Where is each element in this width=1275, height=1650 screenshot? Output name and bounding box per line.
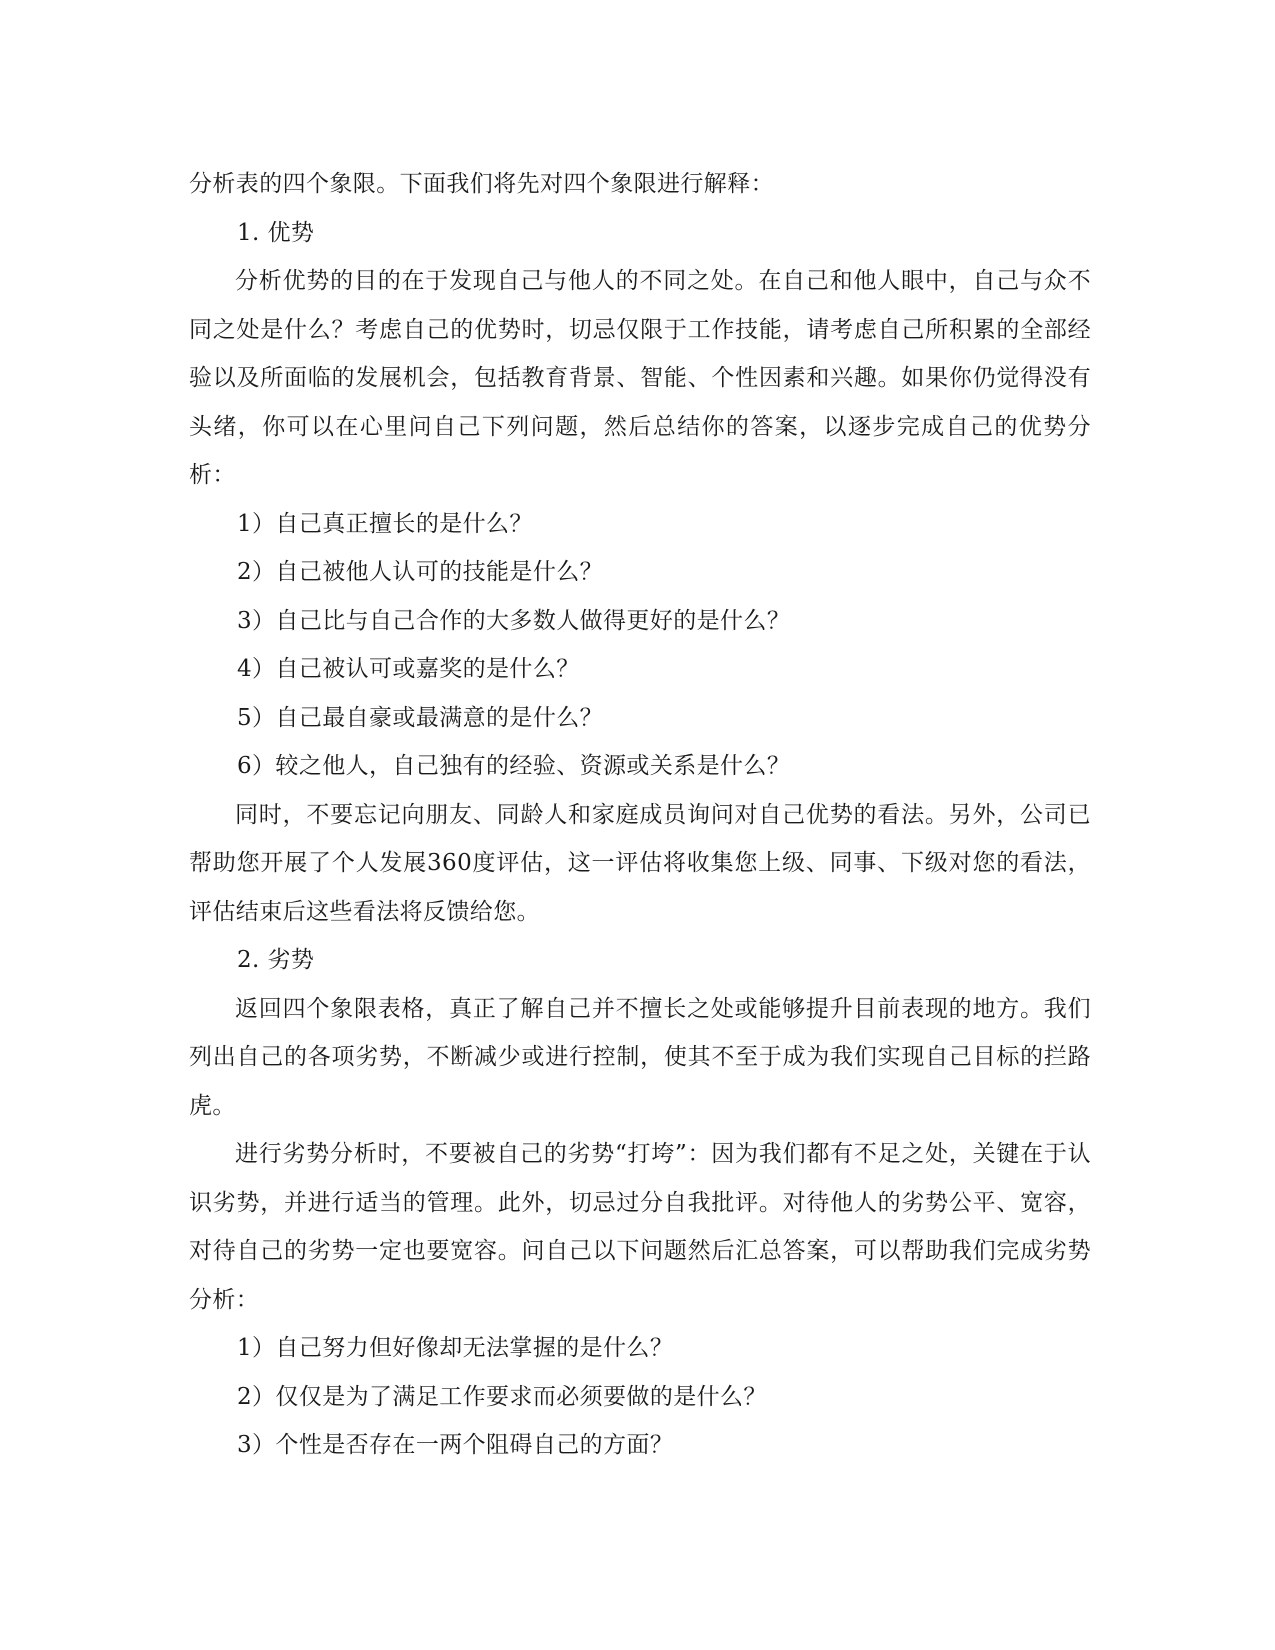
strength-question-6: 6）较之他人，自己独有的经验、资源或关系是什么？ bbox=[237, 753, 791, 779]
intro-line: 分析表的四个象限。下面我们将先对四个象限进行解释： bbox=[189, 171, 774, 197]
paragraph-360-feedback: 同时，不要忘记向朋友、同龄人和家庭成员询问对自己优势的看法。另外，公司已帮助您开展了个人发展360度评估，这一评估将收集您上级、同事、下级对您的看法，评估结束后这些看法将反馈给您。 bbox=[189, 801, 1091, 925]
weakness-question-1: 1）自己努力但好像却无法掌握的是什么？ bbox=[237, 1335, 674, 1361]
strength-question-4: 4）自己被认可或嘉奖的是什么？ bbox=[237, 656, 580, 682]
weakness-question-2: 2）仅仅是为了满足工作要求而必须要做的是什么？ bbox=[237, 1383, 767, 1410]
weakness-question-3: 3）个性是否存在一两个阻碍自己的方面？ bbox=[237, 1432, 674, 1458]
paragraph-strengths-intro: 分析优势的目的在于发现自己与他人的不同之处。在自己和他人眼中，自己与众不同之处是什么？考虑自己的优势时，切忌仅限于工作技能，请考虑自己所积累的全部经验以及所面临的发展机会，包括教育背景、智能、个性因素和兴趣。如果你仍觉得没有头绪，你可以在心里问自己下列问题，然后总结你的答案，以逐步完成自己的优势分析： bbox=[189, 268, 1091, 488]
heading-strengths: 1. 优势 bbox=[237, 219, 315, 246]
strength-question-5: 5）自己最自豪或最满意的是什么？ bbox=[237, 704, 604, 731]
paragraph-weakness-analysis: 进行劣势分析时，不要被自己的劣势“打垮”：因为我们都有不足之处，关键在于认识劣势，并进行适当的管理。此外，切忌过分自我批评。对待他人的劣势公平、宽容，对待自己的劣势一定也要宽容。问自己以下问题然后汇总答案，可以帮助我们完成劣势分析： bbox=[189, 1141, 1091, 1313]
strength-question-1: 1）自己真正擅长的是什么？ bbox=[237, 510, 533, 537]
strength-question-2: 2）自己被他人认可的技能是什么？ bbox=[237, 559, 604, 585]
heading-weaknesses: 2. 劣势 bbox=[237, 947, 315, 973]
paragraph-weaknesses-intro: 返回四个象限表格，真正了解自己并不擅长之处或能够提升目前表现的地方。我们列出自己的各项劣势，不断减少或进行控制，使其不至于成为我们实现自己目标的拦路虎。 bbox=[189, 995, 1091, 1119]
strength-question-3: 3）自己比与自己合作的大多数人做得更好的是什么？ bbox=[237, 607, 791, 634]
document-body bbox=[189, 160, 1091, 1470]
